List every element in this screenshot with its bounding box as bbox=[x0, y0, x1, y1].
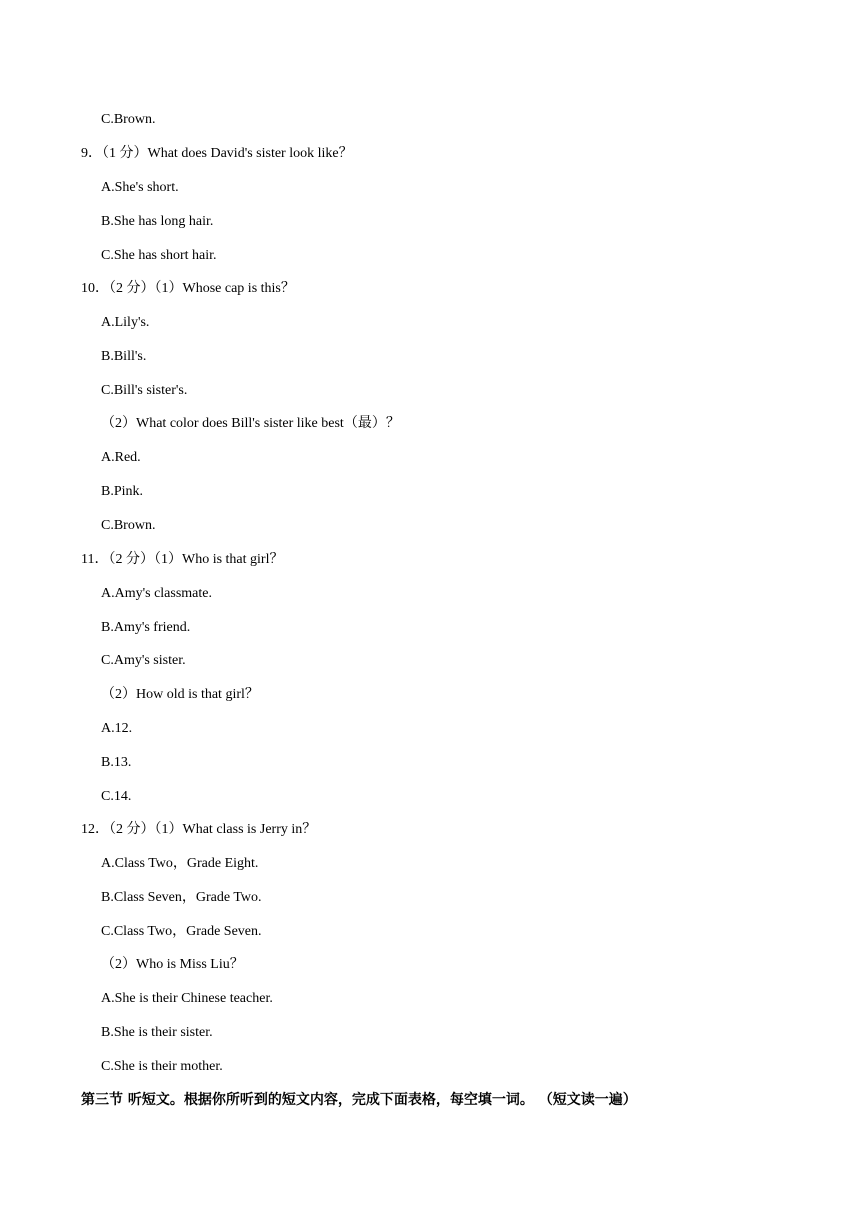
question-line: 9．（1 分）What does David's sister look like？ bbox=[81, 146, 353, 161]
option-line: A.Amy's classmate. bbox=[101, 586, 213, 601]
question-line: 10．（2 分）（1）Whose cap is this？ bbox=[81, 281, 295, 296]
sub-question-line: （2）What color does Bill's sister like best（最）？ bbox=[101, 416, 400, 431]
option-line: B.Amy's friend. bbox=[101, 620, 191, 635]
option-line: B.She has long hair. bbox=[101, 214, 214, 229]
option-line: B.Class Seven，Grade Two. bbox=[101, 890, 262, 905]
option-line: C.Bill's sister's. bbox=[101, 383, 188, 398]
option-line: A.12. bbox=[101, 721, 133, 736]
option-line: B.Pink. bbox=[101, 484, 144, 499]
option-line: A.Red. bbox=[101, 450, 141, 465]
option-line: B.13. bbox=[101, 755, 132, 770]
option-line: B.Bill's. bbox=[101, 349, 147, 364]
option-line: A.Lily's. bbox=[101, 315, 150, 330]
sub-question-line: （2）How old is that girl？ bbox=[101, 687, 259, 702]
option-line: C.Brown. bbox=[101, 112, 156, 127]
option-line: C.She has short hair. bbox=[101, 248, 217, 263]
option-line: A.She is their Chinese teacher. bbox=[101, 991, 273, 1006]
section-heading: 第三节 听短文。根据你所听到的短文内容，完成下面表格，每空填一词。 （短文读一遍） bbox=[81, 1092, 637, 1108]
option-line: A.She's short. bbox=[101, 180, 179, 195]
question-line: 11．（2 分）（1）Who is that girl？ bbox=[81, 552, 284, 567]
question-line: 12．（2 分）（1）What class is Jerry in？ bbox=[81, 822, 317, 837]
option-line: B.She is their sister. bbox=[101, 1025, 213, 1040]
sub-question-line: （2）Who is Miss Liu？ bbox=[101, 957, 244, 972]
option-line: C.Amy's sister. bbox=[101, 653, 186, 668]
option-line: C.She is their mother. bbox=[101, 1059, 223, 1074]
option-line: C.14. bbox=[101, 789, 132, 804]
option-line: A.Class Two，Grade Eight. bbox=[101, 856, 259, 871]
option-line: C.Class Two，Grade Seven. bbox=[101, 924, 262, 939]
option-line: C.Brown. bbox=[101, 518, 156, 533]
